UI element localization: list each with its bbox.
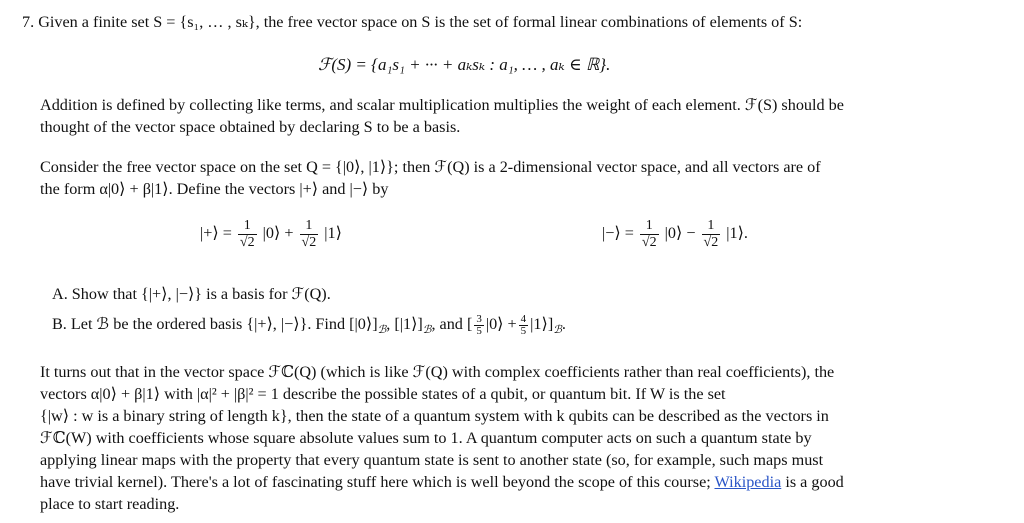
- plus-term-2: |1⟩: [324, 224, 342, 243]
- part-b-mid-2: , and [: [431, 315, 473, 334]
- minus-fraction-1: $\frac{1}{√2}$: [641, 218, 657, 250]
- problem-number: 7.: [22, 13, 35, 31]
- minus-fraction-2: $\frac{1}{√2}$: [703, 218, 719, 250]
- part-a: A. Show that {|+⟩, |−⟩} is a basis for ℱ(Q).: [52, 285, 331, 303]
- basis-subscript-3: ℬ: [553, 324, 562, 337]
- minus-state-definition: [602, 218, 748, 251]
- paragraph-3-line-6-suffix: is a good: [781, 473, 844, 491]
- paragraph-2-line-1: Consider the free vector space on the set Q = {|0⟩, |1⟩}; then ℱ(Q) is a 2-dimensional vector space, and all vectors are of: [40, 158, 821, 176]
- paragraph-3-line-7: place to start reading.: [40, 495, 180, 513]
- paragraph-3-line-5: applying linear maps with the property that every quantum state is sent to another state (so, for example, such maps must: [40, 451, 824, 469]
- paragraph-1-line-2: thought of the vector space obtained by declaring S to be a basis.: [40, 118, 461, 136]
- plus-term-1: |0⟩ +: [262, 224, 294, 243]
- plus-state-definition: [200, 218, 342, 251]
- part-b-fraction-2: $\frac{4}{5}$: [520, 313, 527, 337]
- part-b-fraction-1: $\frac{3}{5}$: [476, 313, 482, 337]
- paragraph-2-line-2: the form α|0⟩ + β|1⟩. Define the vectors |+⟩ and |−⟩ by: [40, 180, 389, 198]
- definition-formula: ℱ(S) = {a₁s₁ + ··· + aₖsₖ : a₁, … , aₖ ∈ ℝ}.: [318, 55, 611, 74]
- paragraph-3-line-6: [40, 472, 844, 492]
- part-b-end: |1⟩]: [530, 315, 554, 334]
- basis-subscript-2: ℬ: [422, 324, 432, 337]
- minus-lhs: |−⟩ =: [602, 224, 634, 243]
- plus-fraction-1: $\frac{1}{√2}$: [239, 218, 255, 250]
- paragraph-3-line-4: ℱℂ(W) with coefficients whose square absolute values sum to 1. A quantum computer acts on such a quantum state by: [40, 429, 812, 447]
- basis-subscript-1: ℬ: [377, 324, 387, 337]
- paragraph-3-line-3: {|w⟩ : w is a binary string of length k}, then the state of a quantum system with k qubits can be described as the vectors in: [40, 407, 829, 425]
- wikipedia-link[interactable]: Wikipedia: [714, 473, 782, 491]
- paragraph-1-line-1: Addition is defined by collecting like terms, and scalar multiplication multiplies the weight of each element. ℱ(S) should be: [40, 96, 844, 114]
- part-b-prefix: B. Let ℬ be the ordered basis {|+⟩, |−⟩}. Find [|0⟩]: [52, 315, 378, 334]
- minus-term-1: |0⟩ −: [664, 224, 696, 243]
- plus-fraction-2: $\frac{1}{√2}$: [301, 218, 317, 250]
- paragraph-3-line-6-prefix: have trivial kernel). There's a lot of fascinating stuff here which is well beyond the scope of this course;: [40, 473, 715, 491]
- plus-lhs: |+⟩ =: [200, 224, 232, 243]
- problem-intro-line: [22, 12, 802, 32]
- minus-term-2: |1⟩.: [726, 224, 748, 243]
- paragraph-3-line-2: vectors α|0⟩ + β|1⟩ with |α|² + |β|² = 1 describe the possible states of a qubit, or quantum bit. If W is the set: [40, 385, 726, 403]
- part-b: B. Let ℬ be the ordered basis {|+⟩, |−⟩}. Find $[|0⟩]_ℬ$, $[|1⟩]_ℬ$, and [ $\frac{3}{5}$ |0⟩ + $\frac{4}{5}$ $|1⟩]_ℬ$.: [52, 313, 566, 337]
- problem-intro: Given a finite set S = {s₁, … , sₖ}, the free vector space on S is the set of formal linear combinations of elements of S:: [38, 13, 803, 31]
- part-b-mid-3: |0⟩ +: [485, 315, 517, 334]
- part-b-mid-1: , [|1⟩]: [386, 315, 423, 334]
- paragraph-3-line-1: It turns out that in the vector space ℱℂ(Q) (which is like ℱ(Q) with complex coefficients rather than real coefficients), the: [40, 363, 835, 381]
